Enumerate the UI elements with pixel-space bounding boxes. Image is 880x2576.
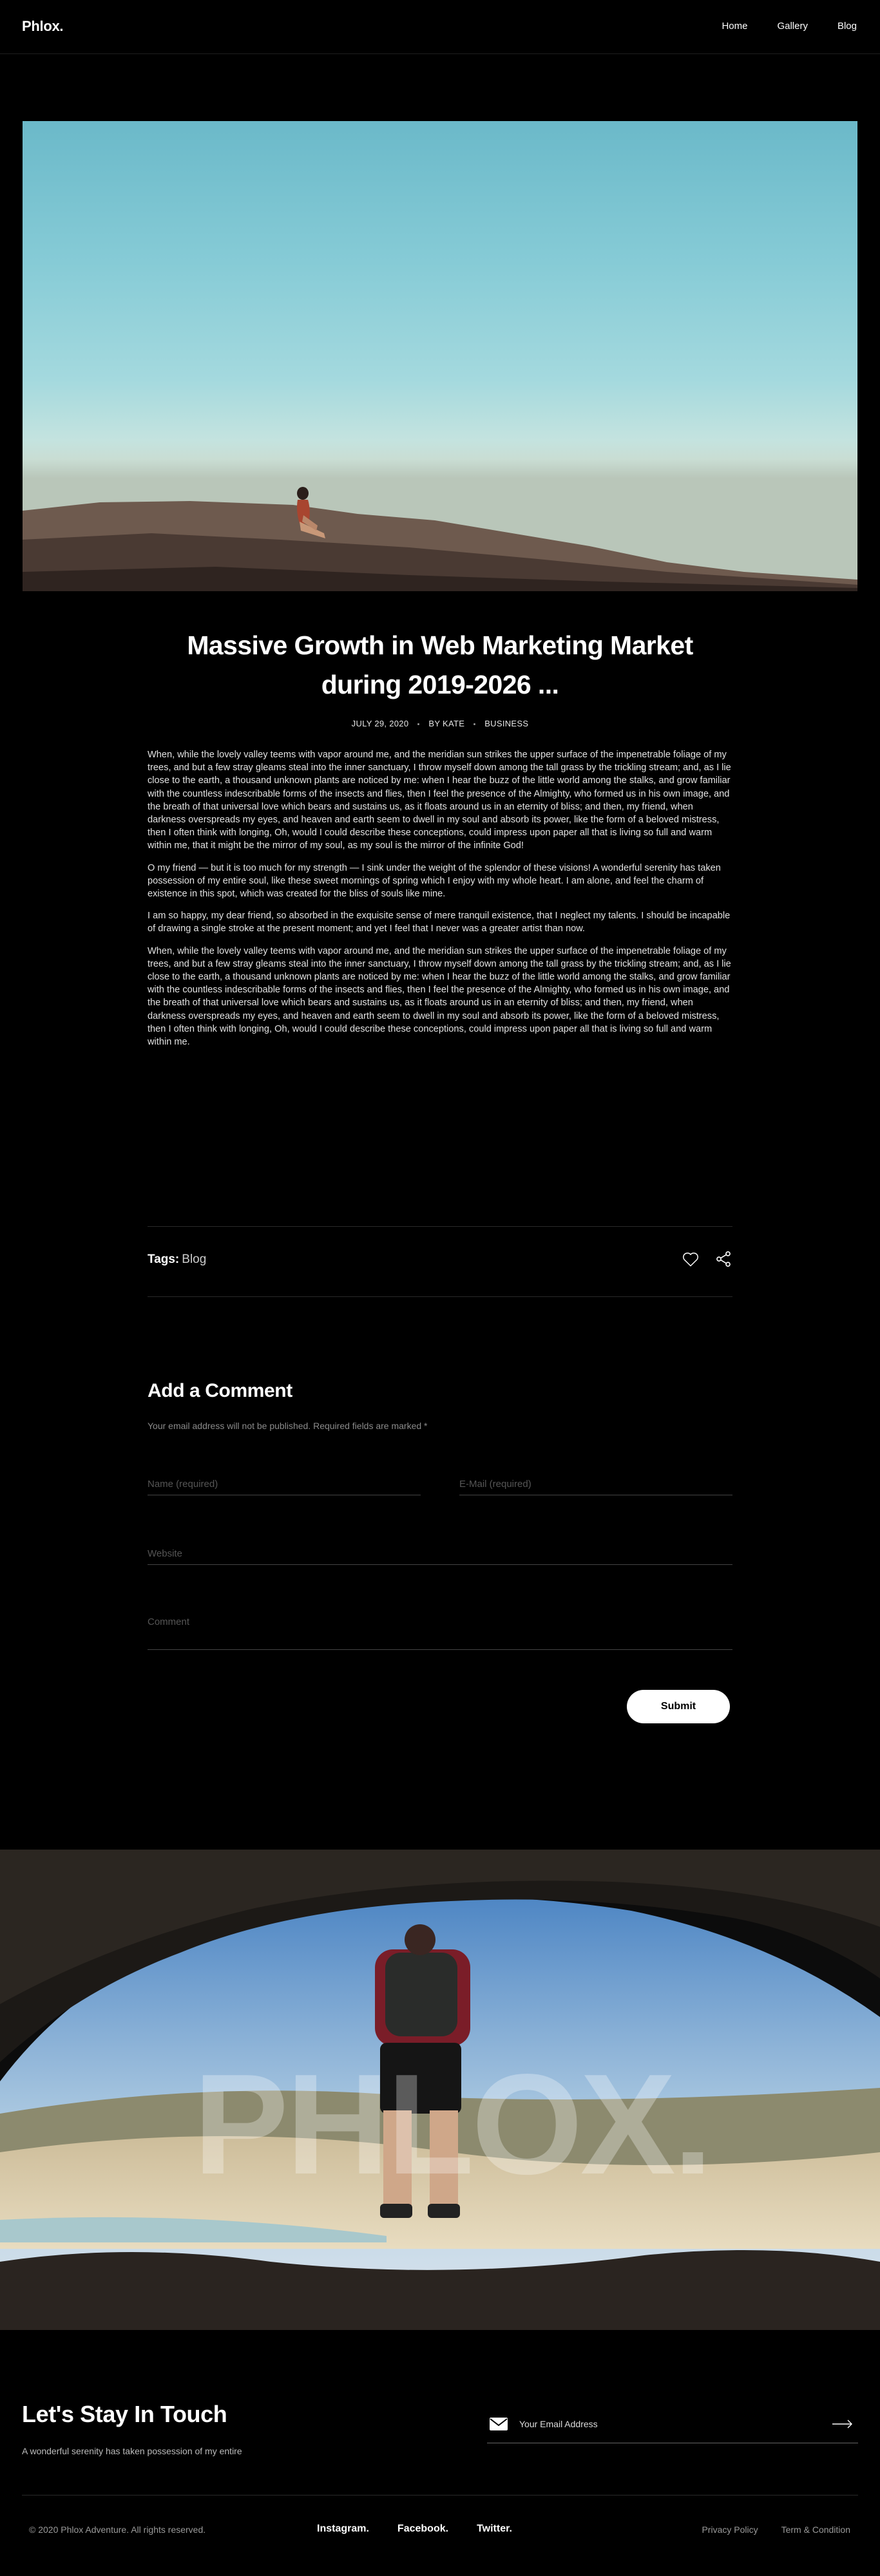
tags-bar xyxy=(148,1226,732,1297)
terms-link[interactable]: Term & Condition xyxy=(781,2524,850,2535)
heart-icon[interactable] xyxy=(681,1249,700,1272)
social-facebook[interactable]: Facebook. xyxy=(397,2523,449,2534)
banner-watermark: PHLOX. xyxy=(193,2045,711,2204)
mail-icon xyxy=(490,2418,508,2434)
newsletter-title: Let's Stay In Touch xyxy=(22,2401,227,2427)
paragraph: When, while the lovely valley teems with vapor around me, and the meridian sun strikes the upper surface of the impenetrable foliage of my trees, and but a few stray gleams steal into the inner sanctuary, I throw myself down among the tall grass by the trickling stream; and, as I lie close to the earth, a thousand unknown plants are noticed by me: when I hear the buzz of the little world among the stalks, and grow familiar with the countless indescribable forms of the insects and flies, then I feel the presence of the Almighty, who formed us in his own image, and the breath of that universal love which bears and sustains us, as it floats around us in an eternity of bliss; and then, my friend, when darkness overspreads my eyes, and heaven and earth seem to dwell in my soul and absorb its power, like the form of a beloved mistress, then I often think with longing, Oh, would I could describe these conceptions, could impress upon paper all that is living so full and warm within me, that it might be the mirror of my soul, as my soul is the mirror of the infinite God! xyxy=(148,750,731,851)
privacy-link[interactable]: Privacy Policy xyxy=(702,2524,758,2535)
copyright: © 2020 Phlox Adventure. All rights reserved. xyxy=(29,2524,206,2535)
legal-links xyxy=(702,2524,850,2535)
tags xyxy=(148,1253,206,1267)
footer-divider xyxy=(22,2495,858,2496)
nav-home[interactable]: Home xyxy=(722,21,748,32)
social-twitter[interactable]: Twitter. xyxy=(477,2523,512,2534)
banner-image xyxy=(0,1850,880,2330)
separator-dot xyxy=(417,723,419,725)
hero-image xyxy=(23,121,857,591)
paragraph: When, while the lovely valley teems with vapor around me, and the meridian sun strikes the upper surface of the impenetrable foliage of my trees, and but a few stray gleams steal into the inner sanctuary, I throw myself down among the tall grass by the trickling stream; and, as I lie close to the earth, a thousand unknown plants are noticed by me: when I hear the buzz of the little world among the stalks, and grow familiar with the countless indescribable forms of the insects and flies, then I feel the presence of the Almighty, who formed us in his own image, and the breath of that universal love which bears and sustains us, as it floats around us in an eternity of bliss; and then, my friend, when darkness overspreads my eyes, and heaven and earth seem to dwell in my soul and absorb its power, like the form of a beloved mistress, then I often think with longing, Oh, would I could describe these conceptions, could impress upon paper all that is living so full and warm within me. xyxy=(148,945,731,1048)
tags-label: Tags: xyxy=(148,1253,180,1266)
separator-dot xyxy=(473,723,475,725)
site-logo[interactable]: Phlox. xyxy=(22,18,64,34)
post-date: JULY 29, 2020 xyxy=(351,719,409,728)
post-title: Massive Growth in Web Marketing Market during 2019-2026 ... xyxy=(187,630,693,699)
email-field[interactable] xyxy=(459,1473,732,1495)
website-field-wrap xyxy=(148,1543,732,1565)
nav-blog[interactable]: Blog xyxy=(837,21,857,32)
arrow-right-icon[interactable] xyxy=(832,2419,853,2432)
name-field[interactable] xyxy=(148,1473,421,1495)
post-category[interactable]: BUSINESS xyxy=(484,719,529,728)
nav-gallery[interactable]: Gallery xyxy=(777,21,808,32)
comment-field-wrap xyxy=(148,1616,732,1650)
website-field[interactable] xyxy=(148,1543,732,1564)
email-field-wrap xyxy=(459,1473,732,1495)
comment-title: Add a Comment xyxy=(148,1380,292,1401)
paragraph: O my friend — but it is too much for my strength — I sink under the weight of the splendor of these visions! A wonderful serenity has taken possession of my entire soul, like these sweet mornings of spring which I enjoy with my whole heart. I am alone, and feel the charm of existence in this spot, which was created for the bliss of souls like mine. xyxy=(148,862,721,900)
submit-button[interactable]: Submit xyxy=(627,1690,730,1723)
post-author[interactable]: BY KATE xyxy=(428,719,465,728)
comment-field[interactable] xyxy=(148,1616,732,1649)
social-instagram[interactable]: Instagram. xyxy=(317,2523,369,2534)
post-meta xyxy=(182,719,698,728)
newsletter-subtitle: A wonderful serenity has taken possession of my entire xyxy=(22,2446,242,2456)
paragraph: I am so happy, my dear friend, so absorbed in the exquisite sense of mere tranquil existence, that I neglect my talents. I should be incapable of drawing a single stroke at the present moment; and yet I feel that I never was a greater artist than now. xyxy=(148,911,731,934)
tag-blog[interactable]: Blog xyxy=(182,1253,207,1266)
comment-note: Your email address will not be published. Required fields are marked * xyxy=(148,1421,428,1431)
post-actions xyxy=(681,1249,732,1272)
post-body xyxy=(148,748,732,1057)
main-nav xyxy=(722,21,857,32)
site-header xyxy=(0,0,880,54)
newsletter-form xyxy=(487,2414,858,2443)
social-links xyxy=(317,2523,512,2535)
name-field-wrap xyxy=(148,1473,421,1495)
share-icon[interactable] xyxy=(714,1249,732,1272)
newsletter-email-input[interactable] xyxy=(519,2416,803,2432)
